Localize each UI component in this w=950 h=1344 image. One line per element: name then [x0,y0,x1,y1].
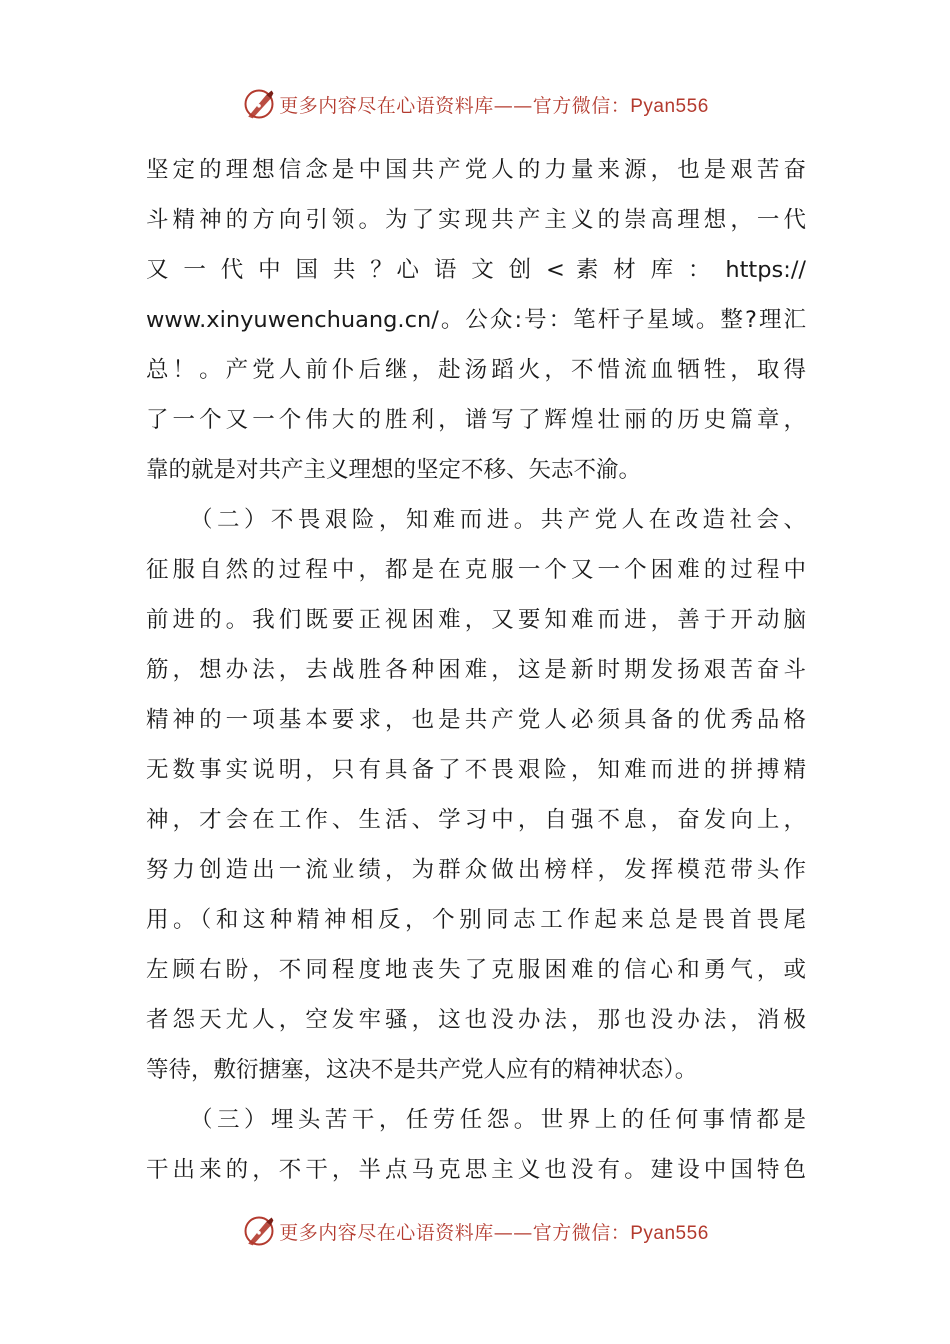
body-line: 神，才会在工作、生活、学习中，自强不息，奋发向上， [146,807,806,833]
header-banner-wechat-id: Pyan556 [630,95,709,117]
document-body [146,145,806,1195]
body-line: 等待，敷衍搪塞，这决不是共产党人应有的精神状态）。 [146,1057,698,1083]
footer-banner-title: 更多内容尽在心语资料库 [279,1221,494,1244]
body-line: 又 一 代 中 国 共 ？心 语 文 创 < 素 材 库 ： https:// [146,257,806,283]
paragraph-heading-line: （二）不畏艰险，知难而进。共产党人在改造社会、 [190,507,806,533]
body-line: 用。（和这种精神相反，个别同志工作起来总是畏首畏尾 [146,907,806,933]
body-line: 坚定的理想信念是中国共产党人的力量来源，也是艰苦奋 [146,157,806,183]
body-line: 努力创造出一流业绩，为群众做出榜样，发挥模范带头作 [146,857,806,883]
body-line: www.xinyuwenchuang.cn/。公众:号：笔杆子星域。整?理汇 [146,307,806,333]
footer-banner-text [279,1218,709,1245]
pen-nib-logo-icon [241,1213,277,1249]
body-line: 精神的一项基本要求，也是共产党人必须具备的优秀品格 [146,707,806,733]
paragraph-heading-line: （三）埋头苦干，任劳任怨。世界上的任何事情都是 [190,1107,806,1133]
header-banner-label: 官方微信： [532,94,631,117]
body-line: 左顾右盼，不同程度地丧失了克服困难的信心和勇气，或 [146,957,806,983]
footer-banner-label: 官方微信： [532,1221,631,1244]
body-line: 征服自然的过程中，都是在克服一个又一个困难的过程中 [146,557,806,583]
body-line: 筋，想办法，去战胜各种困难，这是新时期发扬艰苦奋斗 [146,657,806,683]
footer-banner [0,1211,950,1251]
body-line: 干出来的，不干，半点马克思主义也没有。建设中国特色 [146,1157,806,1183]
body-line: 前进的。我们既要正视困难，又要知难而进，善于开动脑 [146,607,806,633]
body-line: 斗精神的方向引领。为了实现共产主义的崇高理想，一代 [146,207,806,233]
header-banner-text [279,91,709,118]
body-line: 靠的就是对共产主义理想的坚定不移、矢志不渝。 [146,457,642,483]
footer-banner-dash: —— [493,1221,533,1244]
pen-nib-logo-icon [241,86,277,122]
header-banner [0,84,950,124]
body-line: 总！。产党人前仆后继，赴汤蹈火，不惜流血牺牲，取得 [146,357,806,383]
body-line: 者怨天尤人，空发牢骚，这也没办法，那也没办法，消极 [146,1007,806,1033]
header-banner-dash: —— [493,94,533,117]
footer-banner-wechat-id: Pyan556 [630,1222,709,1244]
header-banner-title: 更多内容尽在心语资料库 [279,94,494,117]
body-line: 了一个又一个伟大的胜利，谱写了辉煌壮丽的历史篇章， [146,407,806,433]
body-line: 无数事实说明，只有具备了不畏艰险，知难而进的拼搏精 [146,757,806,783]
